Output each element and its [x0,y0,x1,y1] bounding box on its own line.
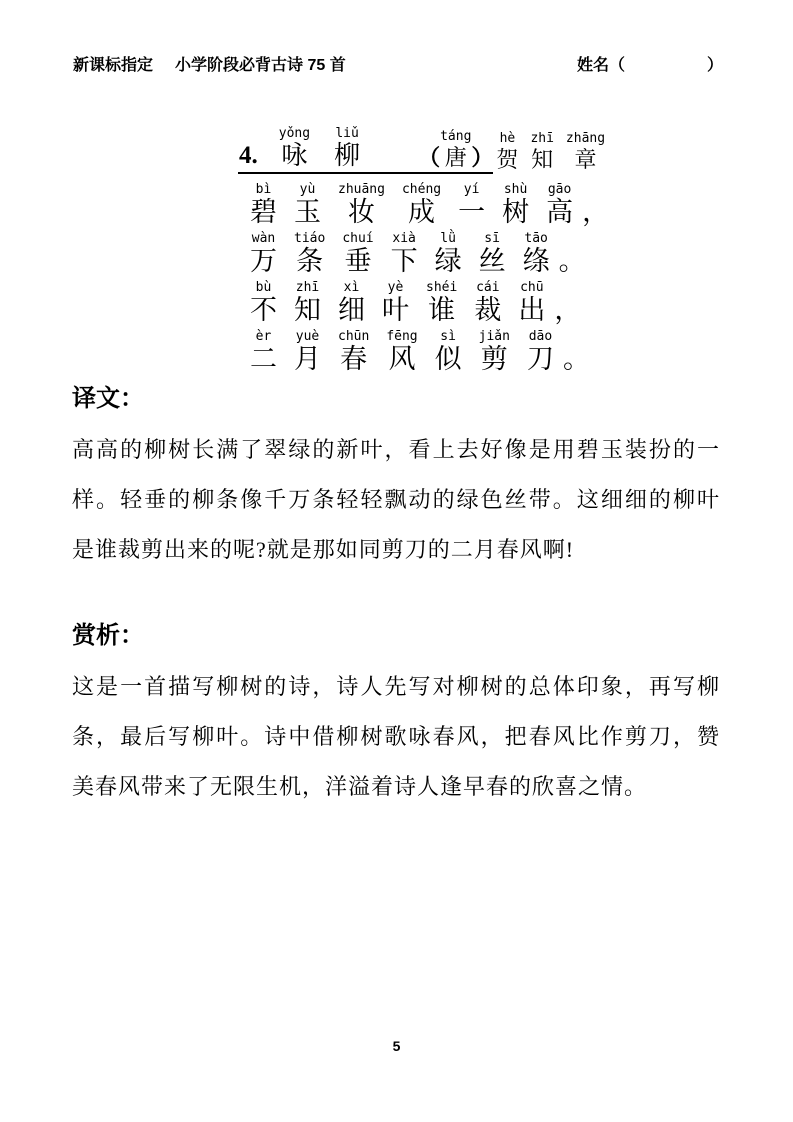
name-paren-open: （ [608,57,625,74]
poem-punctuation: 。 [558,246,586,276]
pinyin-text: hè [499,131,516,146]
pinyin-text: yí [463,182,480,197]
hanzi-char: 裁 [474,295,502,325]
hanzi-char: 咏 [281,141,308,170]
hanzi-char: 玉 [294,197,321,227]
translation-heading: 译文： [72,386,144,412]
hanzi-char: 妆 [347,197,375,227]
pinyin-char-cell [338,280,365,326]
pinyin-char-cell [523,231,550,277]
poem-section [0,126,793,378]
pinyin-char-cell [338,182,385,228]
hanzi-char: 高 [546,197,574,227]
pinyin-char-cell [386,329,417,375]
hanzi-char: 一 [458,197,486,227]
pinyin-text: bù [255,280,272,295]
hanzi-char: 丝 [478,246,506,276]
poem-title-characters [267,126,372,174]
poem-author [496,131,605,174]
pinyin-text: shéi [426,280,458,295]
pinyin-char-cell [338,329,369,375]
translation-section [72,385,720,575]
pinyin-text: bì [255,182,272,197]
hanzi-char: 贺 [496,147,519,172]
pinyin-text: xì [343,280,360,295]
pinyin-text: cái [476,280,500,295]
hanzi-char: 风 [388,344,416,374]
pinyin-char-cell [502,182,529,228]
analysis-heading: 赏析： [72,623,144,649]
pinyin-text: zhī [295,280,320,295]
pinyin-text: sī [484,231,500,246]
pinyin-text: liǔ [335,126,359,141]
page-header [73,56,723,76]
hanzi-char: 柳 [334,141,361,170]
pinyin-char-cell [279,126,310,171]
pinyin-text: yǒng [278,126,311,141]
hanzi-char: 知 [531,147,554,172]
name-label: 姓名 [576,57,609,74]
header-book-title: 小学阶段必背古诗 75 首 [175,57,346,74]
hanzi-char: 刀 [526,344,554,374]
header-edition-label: 新课标指定 [73,57,154,74]
pinyin-char-cell [458,182,485,228]
pinyin-text: chū [520,280,544,295]
hanzi-char: 似 [434,344,462,374]
analysis-line: 美春风带来了无限生机，洋溢着诗人逢早春的欣喜之情。 [72,774,648,799]
header-left [73,56,346,76]
hanzi-char: 章 [574,147,597,172]
dynasty-paren-close: ） [471,145,494,170]
pinyin-text: chūn [338,329,370,344]
poem-line [250,231,793,277]
pinyin-char-cell [294,182,321,228]
poem-punctuation: 。 [562,344,590,374]
pinyin-char-cell [530,131,553,173]
translation-line: 是谁裁剪出来的呢?就是那如同剪刀的二月春风啊! [72,537,575,562]
pinyin-char-cell [294,231,325,277]
pinyin-text: xià [392,231,416,246]
poem-lines [250,182,793,375]
translation-line: 高高的柳树长满了翠绿的新叶，看上去好像是用碧玉装扮的一 [72,437,720,462]
name-field [577,56,723,76]
pinyin-text: chéng [401,182,442,197]
pinyin-char-cell [426,280,457,326]
hanzi-char: 条 [296,246,324,276]
pinyin-text: fēng [386,329,418,344]
poem-line [250,329,793,375]
pinyin-char-cell [250,182,277,228]
hanzi-char: 月 [294,344,321,374]
pinyin-text: tiáo [294,231,326,246]
hanzi-char: 万 [250,246,277,276]
pinyin-text: yù [299,182,316,197]
hanzi-char: 细 [338,295,365,325]
hanzi-char: 二 [250,344,277,374]
pinyin-text: tāo [524,231,548,246]
hanzi-char: 垂 [344,246,372,276]
pinyin-char-cell [440,129,471,171]
pinyin-text: dāo [528,329,553,344]
pinyin-text: gāo [547,182,572,197]
analysis-section [72,622,720,812]
hanzi-char: 知 [294,295,321,325]
title-underline-gap [372,126,418,174]
hanzi-char: 春 [340,344,368,374]
pinyin-text: chuí [342,231,374,246]
pinyin-text: jiǎn [478,329,510,344]
pinyin-char-cell [474,280,501,326]
pinyin-char-cell [342,231,373,277]
poem-punctuation: ， [554,295,582,325]
hanzi-char: 唐 [444,145,467,170]
analysis-line: 这是一首描写柳树的诗，诗人先写对柳树的总体印象，再写柳 [72,674,720,699]
pinyin-text: zhuāng [338,182,385,197]
pinyin-char-cell [479,329,510,375]
pinyin-char-cell [334,126,360,171]
hanzi-char: 绿 [434,246,462,276]
poem-line [250,182,793,228]
pinyin-char-cell [391,231,418,277]
page-number: 5 [392,1038,401,1054]
poem-number: 4. [238,141,267,174]
poem-dynasty [418,129,493,174]
pinyin-char-cell [435,231,462,277]
pinyin-char-cell [518,280,545,326]
hanzi-char: 叶 [382,295,409,325]
pinyin-text: zhī [530,131,554,146]
pinyin-text: yuè [295,329,320,344]
hanzi-char: 碧 [250,197,277,227]
pinyin-char-cell [546,182,573,228]
hanzi-char: 谁 [428,295,456,325]
hanzi-char: 不 [250,295,277,325]
analysis-line: 条，最后写柳叶。诗中借柳树歌咏春风，把春风比作剪刀，赞 [72,724,720,749]
pinyin-char-cell [250,329,277,375]
pinyin-text: lǜ [440,231,456,246]
pinyin-char-cell [402,182,441,228]
pinyin-text: shù [503,182,528,197]
poem-line [250,280,793,326]
hanzi-char: 树 [502,197,530,227]
hanzi-char: 成 [408,197,436,227]
name-paren-close: ） [706,57,723,74]
hanzi-char: 出 [518,295,546,325]
pinyin-text: zhāng [565,131,606,146]
pinyin-char-cell [479,231,506,277]
pinyin-char-cell [435,329,462,375]
pinyin-text: sì [440,329,456,344]
hanzi-char: 剪 [480,344,508,374]
poem-punctuation: ， [582,197,610,227]
pinyin-char-cell [294,280,321,326]
pinyin-text: èr [255,329,272,344]
pinyin-char-cell [527,329,554,375]
hanzi-char: 下 [390,246,418,276]
pinyin-char-cell [250,231,277,277]
pinyin-char-cell [566,131,605,173]
pinyin-text: wàn [251,231,276,246]
pinyin-text: táng [440,129,472,144]
pinyin-text: yè [387,280,404,295]
hanzi-char: 绦 [522,246,550,276]
translation-line: 样。轻垂的柳条像千万条轻轻飘动的绿色丝带。这细细的柳叶 [72,487,720,512]
dynasty-paren-open: （ [418,145,441,170]
pinyin-char-cell [250,280,277,326]
pinyin-char-cell [294,329,321,375]
poem-title-row [238,126,793,174]
pinyin-char-cell [496,131,518,173]
pinyin-char-cell [382,280,409,326]
